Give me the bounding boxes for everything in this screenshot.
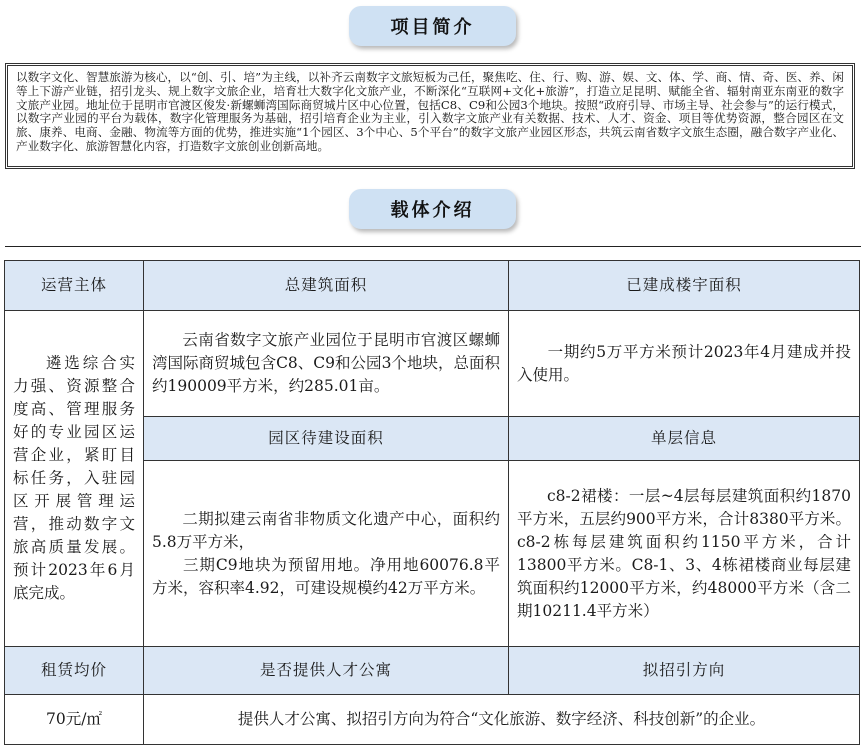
header-direction: 拟招引方向: [509, 647, 860, 695]
header-total-area: 总建筑面积: [144, 261, 509, 311]
pending-area-phase2: 二期拟建云南省非物质文化遗产中心，面积约5.8万平方米，: [152, 509, 500, 551]
built-area-text: 一期约5万平方米预计2023年4月建成并投入使用。: [517, 342, 851, 384]
floor-info-value: [509, 461, 860, 647]
header-built-area: 已建成楼宇面积: [509, 261, 860, 311]
apartment-direction-value: 提供人才公寓、拟招引方向为符合“文化旅游、数字经济、科技创新”的企业。: [144, 695, 860, 745]
carrier-table: [4, 260, 860, 745]
header-apartment: 是否提供人才公寓: [144, 647, 509, 695]
header-operator: 运营主体: [5, 261, 144, 311]
section-title-carrier: 载体介绍: [349, 189, 516, 229]
operator-text: 遴选综合实力强、资源整合度高、管理服务好的专业园区运营企业，紧盯目标任务，入驻园区开展管理运营，推动数字文旅高质量发展。预计2023年6月底完成。: [13, 354, 135, 602]
pending-area-phase3: 三期C9地块为预留用地。净用地60076.8平方米，容积率4.92，可建设规模约42万平方米。: [152, 555, 500, 597]
built-area-value: [509, 311, 860, 417]
operator-value: [5, 311, 144, 647]
intro-text-box: 以数字文化、智慧旅游为核心，以“创、引、培”为主线，以补齐云南数字文旅短板为己任，聚焦吃、住、行、购、游、娱、文、体、学、商、情、奇、医、养、闲等上下游产业链，招引龙头、规上数字文旅企业，培育壮大数字化文旅产业，不断深化“互联网+文化+旅游”，打造立足昆明、赋能全省、辐射南亚东南亚的数字文旅产业园。地址位于昆明市官渡区俊发·新螺蛳湾国际商贸城片区中心位置，包括C8、C9和公园3个地块。按照“政府引导、市场主导、社会参与”的运行模式，以数字产业园的平台为载体，数字化管理服务为基础，招引培育企业为主业，引入数字文旅产业有关数据、技术、人才、资金、项目等优势资源，整合园区在文旅、康养、电商、金融、物流等方面的优势，推进实施“1个园区、3个中心、5个平台”的数字文旅产业园区形态，共筑云南省数字文旅生态圈，融合数字产业化、产业数字化、旅游智慧化内容，打造数字文旅创业创新高地。: [5, 63, 855, 169]
total-area-value: [144, 311, 509, 417]
header-floor-info: 单层信息: [509, 417, 860, 461]
section-title-intro: 项目简介: [349, 6, 516, 46]
total-area-text: 云南省数字文旅产业园位于昆明市官渡区螺蛳湾国际商贸城包含C8、C9和公园3个地块，总面积约190009平方米，约285.01亩。: [152, 331, 500, 395]
header-rent: 租赁均价: [5, 647, 144, 695]
pending-area-value: [144, 461, 509, 647]
section-divider: [5, 246, 861, 247]
rent-value: 70元/㎡: [5, 695, 144, 745]
header-pending-area: 园区待建设面积: [144, 417, 509, 461]
floor-info-text: c8-2裙楼：一层~4层每层建筑面积约1870平方米，五层约900平方米，合计8380平方米。c8-2栋每层建筑面积约1150平方米，合计13800平方米。C8-1、3、4栋裙楼商业每层建筑面积约12000平方米，约48000平方米（含二期10211.4平方米）: [517, 486, 851, 620]
